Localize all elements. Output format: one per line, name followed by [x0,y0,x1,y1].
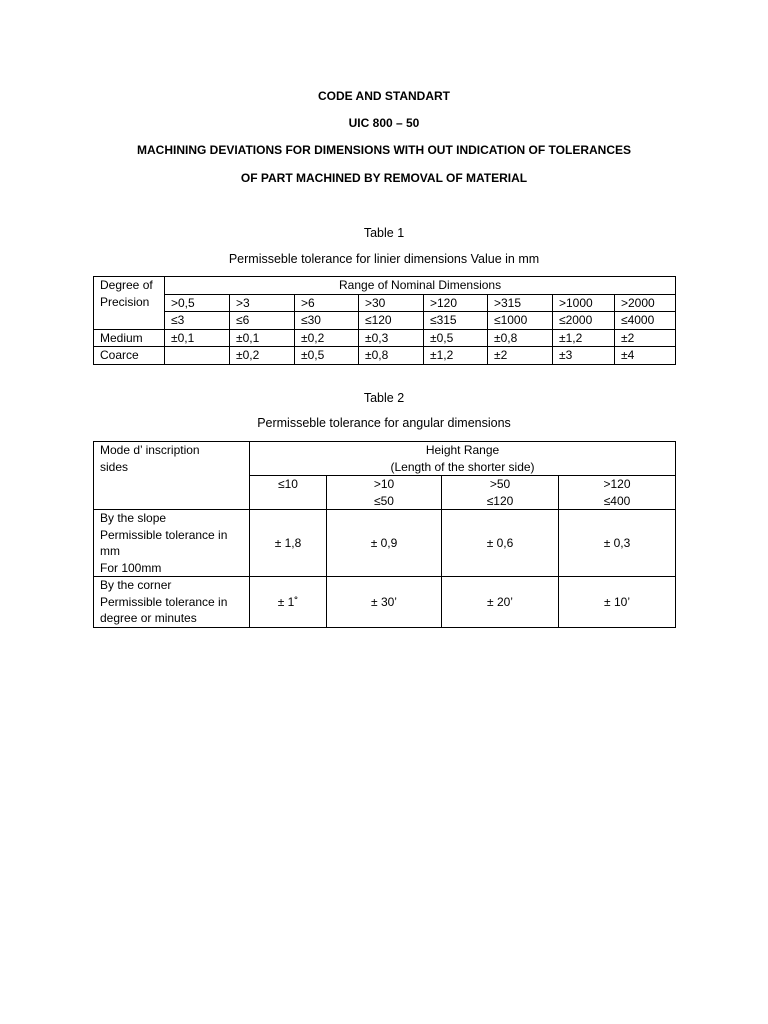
range-high: ≤315 [424,312,488,330]
table-row [94,347,676,365]
tolerance-cell: ±0,2 [295,329,359,347]
angular-tolerance-table [93,441,676,628]
mode-inscription-header: Mode d’ inscription sides [94,442,250,510]
tolerance-cell: ± 0,3 [559,510,676,577]
table2-label: Table 2 [363,391,405,405]
range-high: ≤30 [295,312,359,330]
height-range-header: Height Range (Length of the shorter side) [250,442,676,476]
height-range-col: >10 ≤50 [327,476,442,510]
tolerance-cell: ±2 [615,329,676,347]
row-label-by-the-slope: By the slope Permissible tolerance in mm For 100mm [94,510,250,577]
range-low: >120 [424,294,488,312]
tolerance-cell: ±4 [615,347,676,365]
doc-subtitle-line1: MACHINING DEVIATIONS FOR DIMENSIONS WITH OUT INDICATION OF TOLERANCES [137,143,631,157]
tolerance-cell: ±1,2 [424,347,488,365]
height-range-col: >120 ≤400 [559,476,676,510]
range-low: >315 [488,294,553,312]
tolerance-cell: ± 0,6 [442,510,559,577]
tolerance-cell: ± 0,9 [327,510,442,577]
tolerance-cell: ±0,8 [359,347,424,365]
table-row [94,577,676,628]
tolerance-cell: ±0,5 [295,347,359,365]
range-high: ≤2000 [553,312,615,330]
range-high: ≤4000 [615,312,676,330]
range-low: >2000 [615,294,676,312]
range-high: ≤3 [165,312,230,330]
row-label-medium: Medium [94,329,165,347]
tolerance-cell: ±0,1 [165,329,230,347]
tolerance-cell: ±0,2 [230,347,295,365]
range-low: >1000 [553,294,615,312]
tolerance-cell: ±0,1 [230,329,295,347]
tolerance-cell: ± 1,8 [250,510,327,577]
range-low: >30 [359,294,424,312]
standard-number: UIC 800 – 50 [348,116,420,130]
row-label-by-the-corner: By the corner Permissible tolerance in degree or minutes [94,577,250,628]
tolerance-cell: ± 30’ [327,577,442,628]
tolerance-cell: ±3 [553,347,615,365]
range-high: ≤120 [359,312,424,330]
table-row [94,510,676,577]
tolerance-cell: ±2 [488,347,553,365]
table2-caption: Permisseble tolerance for angular dimensions [257,416,511,430]
tolerance-cell: ±1,2 [553,329,615,347]
table-row [94,329,676,347]
linear-tolerance-table [93,276,676,365]
range-low: >6 [295,294,359,312]
height-range-col: >50 ≤120 [442,476,559,510]
doc-title: CODE AND STANDART [318,89,450,103]
degree-of-precision-header: Degree of Precision [94,277,165,330]
tolerance-cell: ±0,8 [488,329,553,347]
height-range-col: ≤10 [250,476,327,510]
range-low: >0,5 [165,294,230,312]
table1-caption: Permisseble tolerance for linier dimensions Value in mm [228,252,540,266]
range-high: ≤1000 [488,312,553,330]
doc-subtitle-line2: OF PART MACHINED BY REMOVAL OF MATERIAL [240,171,528,185]
tolerance-cell: ±0,3 [359,329,424,347]
tolerance-cell [165,347,230,365]
tolerance-cell: ± 10’ [559,577,676,628]
row-label-coarce: Coarce [94,347,165,365]
tolerance-cell: ±0,5 [424,329,488,347]
range-of-nominal-dimensions-header: Range of Nominal Dimensions [165,277,676,295]
tolerance-cell: ± 1˚ [250,577,327,628]
tolerance-cell: ± 20’ [442,577,559,628]
table1-label: Table 1 [363,226,405,240]
range-low: >3 [230,294,295,312]
range-high: ≤6 [230,312,295,330]
